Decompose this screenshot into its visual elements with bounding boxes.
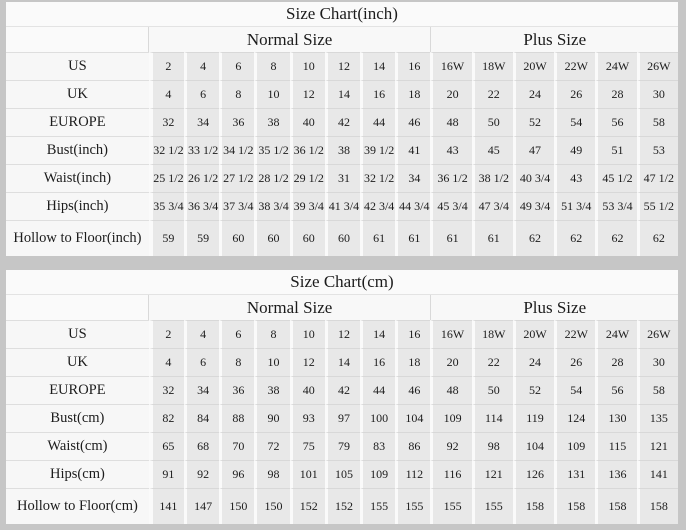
- table-title: Size Chart(inch): [6, 2, 678, 27]
- column-group-normal-size: Normal Size: [149, 27, 431, 52]
- value-cell: 136: [595, 460, 636, 488]
- value-cell: 14: [325, 348, 360, 376]
- value-cell: 22W: [554, 320, 595, 348]
- row-label: US: [6, 52, 149, 80]
- value-cell: 60: [325, 220, 360, 256]
- table-row: [6, 108, 678, 136]
- row-label: Hips(cm): [6, 460, 149, 488]
- value-cell: 86: [395, 432, 430, 460]
- value-cell: 20W: [513, 52, 554, 80]
- value-cell: 39 3/4: [290, 192, 325, 220]
- value-cell: 158: [513, 488, 554, 524]
- value-cell: 49 3/4: [513, 192, 554, 220]
- value-cell: 83: [360, 432, 395, 460]
- value-cell: 14: [360, 320, 395, 348]
- value-cell: 90: [254, 404, 289, 432]
- value-cell: 32: [149, 376, 184, 404]
- value-cell: 34 1/2: [219, 136, 254, 164]
- value-cell: 22: [472, 348, 513, 376]
- value-cell: 26W: [637, 320, 678, 348]
- value-cell: 4: [149, 80, 184, 108]
- value-cell: 141: [637, 460, 678, 488]
- value-cell: 35 3/4: [149, 192, 184, 220]
- value-cell: 12: [290, 348, 325, 376]
- value-cell: 37 3/4: [219, 192, 254, 220]
- value-cell: 12: [325, 52, 360, 80]
- value-cell: 42: [325, 108, 360, 136]
- value-cell: 16W: [430, 320, 471, 348]
- value-cell: 152: [290, 488, 325, 524]
- table-row: [6, 348, 678, 376]
- value-cell: 54: [554, 108, 595, 136]
- value-cell: 147: [184, 488, 219, 524]
- value-cell: 98: [254, 460, 289, 488]
- value-cell: 72: [254, 432, 289, 460]
- row-label: Bust(cm): [6, 404, 149, 432]
- value-cell: 16: [360, 80, 395, 108]
- column-group-plus-size: Plus Size: [430, 295, 678, 320]
- value-cell: 126: [513, 460, 554, 488]
- value-cell: 47 3/4: [472, 192, 513, 220]
- value-cell: 18W: [472, 52, 513, 80]
- table-row: [6, 52, 678, 80]
- value-cell: 45: [472, 136, 513, 164]
- value-cell: 101: [290, 460, 325, 488]
- value-cell: 155: [360, 488, 395, 524]
- table-title-row: [6, 270, 678, 295]
- column-group-plus-size: Plus Size: [430, 27, 678, 52]
- value-cell: 52: [513, 376, 554, 404]
- value-cell: 56: [595, 108, 636, 136]
- value-cell: 88: [219, 404, 254, 432]
- value-cell: 62: [513, 220, 554, 256]
- value-cell: 46: [395, 108, 430, 136]
- value-cell: 49: [554, 136, 595, 164]
- value-cell: 141: [149, 488, 184, 524]
- value-cell: 8: [219, 348, 254, 376]
- table-row: [6, 320, 678, 348]
- value-cell: 36 1/2: [290, 136, 325, 164]
- row-label: Hollow to Floor(cm): [6, 488, 149, 524]
- value-cell: 59: [184, 220, 219, 256]
- table-row: [6, 136, 678, 164]
- value-cell: 16: [395, 320, 430, 348]
- table-row: [6, 220, 678, 256]
- value-cell: 32: [149, 108, 184, 136]
- value-cell: 41: [395, 136, 430, 164]
- value-cell: 26 1/2: [184, 164, 219, 192]
- value-cell: 24: [513, 80, 554, 108]
- value-cell: 24W: [595, 52, 636, 80]
- value-cell: 62: [637, 220, 678, 256]
- value-cell: 40: [290, 108, 325, 136]
- row-label: UK: [6, 80, 149, 108]
- size-chart-cm-table: [6, 270, 678, 524]
- value-cell: 62: [554, 220, 595, 256]
- value-cell: 38: [254, 376, 289, 404]
- value-cell: 43: [554, 164, 595, 192]
- value-cell: 61: [395, 220, 430, 256]
- row-label: Waist(cm): [6, 432, 149, 460]
- value-cell: 109: [360, 460, 395, 488]
- value-cell: 34: [395, 164, 430, 192]
- table-row: [6, 460, 678, 488]
- value-cell: 131: [554, 460, 595, 488]
- value-cell: 119: [513, 404, 554, 432]
- value-cell: 68: [184, 432, 219, 460]
- value-cell: 16W: [430, 52, 471, 80]
- value-cell: 44: [360, 108, 395, 136]
- value-cell: 36 1/2: [430, 164, 471, 192]
- value-cell: 8: [254, 320, 289, 348]
- value-cell: 35 1/2: [254, 136, 289, 164]
- value-cell: 115: [595, 432, 636, 460]
- value-cell: 46: [395, 376, 430, 404]
- table-row: [6, 192, 678, 220]
- value-cell: 4: [184, 320, 219, 348]
- value-cell: 44 3/4: [395, 192, 430, 220]
- value-cell: 60: [219, 220, 254, 256]
- corner-cell: [6, 27, 149, 52]
- row-label: Bust(inch): [6, 136, 149, 164]
- value-cell: 33 1/2: [184, 136, 219, 164]
- column-group-normal-size: Normal Size: [149, 295, 431, 320]
- value-cell: 44: [360, 376, 395, 404]
- value-cell: 41 3/4: [325, 192, 360, 220]
- value-cell: 2: [149, 52, 184, 80]
- value-cell: 62: [595, 220, 636, 256]
- value-cell: 152: [325, 488, 360, 524]
- table-title-row: [6, 2, 678, 27]
- value-cell: 42 3/4: [360, 192, 395, 220]
- value-cell: 18: [395, 348, 430, 376]
- row-label: Hips(inch): [6, 192, 149, 220]
- value-cell: 79: [325, 432, 360, 460]
- value-cell: 14: [325, 80, 360, 108]
- value-cell: 58: [637, 108, 678, 136]
- value-cell: 12: [290, 80, 325, 108]
- value-cell: 8: [219, 80, 254, 108]
- table-row: [6, 432, 678, 460]
- value-cell: 47 1/2: [637, 164, 678, 192]
- row-label: UK: [6, 348, 149, 376]
- value-cell: 2: [149, 320, 184, 348]
- table-title: Size Chart(cm): [6, 270, 678, 295]
- value-cell: 31: [325, 164, 360, 192]
- value-cell: 61: [472, 220, 513, 256]
- value-cell: 12: [325, 320, 360, 348]
- value-cell: 155: [472, 488, 513, 524]
- value-cell: 38: [325, 136, 360, 164]
- value-cell: 4: [184, 52, 219, 80]
- value-cell: 112: [395, 460, 430, 488]
- value-cell: 100: [360, 404, 395, 432]
- value-cell: 51: [595, 136, 636, 164]
- value-cell: 39 1/2: [360, 136, 395, 164]
- row-label: EUROPE: [6, 376, 149, 404]
- value-cell: 6: [184, 80, 219, 108]
- value-cell: 22W: [554, 52, 595, 80]
- value-cell: 51 3/4: [554, 192, 595, 220]
- value-cell: 150: [254, 488, 289, 524]
- value-cell: 53 3/4: [595, 192, 636, 220]
- value-cell: 29 1/2: [290, 164, 325, 192]
- value-cell: 6: [184, 348, 219, 376]
- row-label: Waist(inch): [6, 164, 149, 192]
- value-cell: 48: [430, 108, 471, 136]
- value-cell: 28: [595, 80, 636, 108]
- table-row: [6, 376, 678, 404]
- row-label: EUROPE: [6, 108, 149, 136]
- value-cell: 20: [430, 80, 471, 108]
- value-cell: 65: [149, 432, 184, 460]
- value-cell: 36: [219, 376, 254, 404]
- value-cell: 104: [513, 432, 554, 460]
- value-cell: 27 1/2: [219, 164, 254, 192]
- value-cell: 60: [290, 220, 325, 256]
- value-cell: 32 1/2: [149, 136, 184, 164]
- value-cell: 10: [290, 52, 325, 80]
- value-cell: 32 1/2: [360, 164, 395, 192]
- value-cell: 50: [472, 376, 513, 404]
- table-row: [6, 80, 678, 108]
- value-cell: 92: [184, 460, 219, 488]
- row-label: US: [6, 320, 149, 348]
- value-cell: 135: [637, 404, 678, 432]
- value-cell: 6: [219, 52, 254, 80]
- value-cell: 121: [637, 432, 678, 460]
- value-cell: 38 1/2: [472, 164, 513, 192]
- table-row: [6, 164, 678, 192]
- value-cell: 38: [254, 108, 289, 136]
- value-cell: 24W: [595, 320, 636, 348]
- value-cell: 70: [219, 432, 254, 460]
- value-cell: 20: [430, 348, 471, 376]
- value-cell: 61: [430, 220, 471, 256]
- value-cell: 40 3/4: [513, 164, 554, 192]
- value-cell: 54: [554, 376, 595, 404]
- value-cell: 82: [149, 404, 184, 432]
- value-cell: 50: [472, 108, 513, 136]
- table-row: [6, 488, 678, 524]
- value-cell: 20W: [513, 320, 554, 348]
- value-cell: 4: [149, 348, 184, 376]
- value-cell: 10: [290, 320, 325, 348]
- value-cell: 40: [290, 376, 325, 404]
- value-cell: 61: [360, 220, 395, 256]
- value-cell: 34: [184, 376, 219, 404]
- value-cell: 52: [513, 108, 554, 136]
- value-cell: 97: [325, 404, 360, 432]
- value-cell: 98: [472, 432, 513, 460]
- value-cell: 43: [430, 136, 471, 164]
- value-cell: 18: [395, 80, 430, 108]
- value-cell: 28: [595, 348, 636, 376]
- value-cell: 8: [254, 52, 289, 80]
- value-cell: 24: [513, 348, 554, 376]
- value-cell: 16: [360, 348, 395, 376]
- value-cell: 104: [395, 404, 430, 432]
- value-cell: 155: [430, 488, 471, 524]
- value-cell: 158: [595, 488, 636, 524]
- value-cell: 10: [254, 80, 289, 108]
- value-cell: 6: [219, 320, 254, 348]
- value-cell: 26W: [637, 52, 678, 80]
- value-cell: 60: [254, 220, 289, 256]
- value-cell: 36: [219, 108, 254, 136]
- value-cell: 105: [325, 460, 360, 488]
- value-cell: 114: [472, 404, 513, 432]
- value-cell: 116: [430, 460, 471, 488]
- value-cell: 158: [554, 488, 595, 524]
- value-cell: 42: [325, 376, 360, 404]
- value-cell: 22: [472, 80, 513, 108]
- value-cell: 14: [360, 52, 395, 80]
- value-cell: 58: [637, 376, 678, 404]
- value-cell: 59: [149, 220, 184, 256]
- corner-cell: [6, 295, 149, 320]
- value-cell: 56: [595, 376, 636, 404]
- value-cell: 96: [219, 460, 254, 488]
- value-cell: 109: [554, 432, 595, 460]
- value-cell: 53: [637, 136, 678, 164]
- value-cell: 130: [595, 404, 636, 432]
- value-cell: 26: [554, 80, 595, 108]
- column-group-row: [6, 27, 678, 52]
- value-cell: 45 1/2: [595, 164, 636, 192]
- value-cell: 26: [554, 348, 595, 376]
- value-cell: 47: [513, 136, 554, 164]
- value-cell: 36 3/4: [184, 192, 219, 220]
- value-cell: 16: [395, 52, 430, 80]
- value-cell: 48: [430, 376, 471, 404]
- value-cell: 30: [637, 80, 678, 108]
- value-cell: 55 1/2: [637, 192, 678, 220]
- value-cell: 158: [637, 488, 678, 524]
- value-cell: 75: [290, 432, 325, 460]
- value-cell: 84: [184, 404, 219, 432]
- value-cell: 10: [254, 348, 289, 376]
- value-cell: 124: [554, 404, 595, 432]
- table-row: [6, 404, 678, 432]
- value-cell: 121: [472, 460, 513, 488]
- value-cell: 25 1/2: [149, 164, 184, 192]
- value-cell: 28 1/2: [254, 164, 289, 192]
- value-cell: 30: [637, 348, 678, 376]
- value-cell: 150: [219, 488, 254, 524]
- value-cell: 45 3/4: [430, 192, 471, 220]
- value-cell: 38 3/4: [254, 192, 289, 220]
- value-cell: 109: [430, 404, 471, 432]
- value-cell: 93: [290, 404, 325, 432]
- row-label: Hollow to Floor(inch): [6, 220, 149, 256]
- value-cell: 92: [430, 432, 471, 460]
- value-cell: 155: [395, 488, 430, 524]
- size-chart-inch-table: [6, 2, 678, 256]
- value-cell: 18W: [472, 320, 513, 348]
- value-cell: 91: [149, 460, 184, 488]
- value-cell: 34: [184, 108, 219, 136]
- column-group-row: [6, 295, 678, 320]
